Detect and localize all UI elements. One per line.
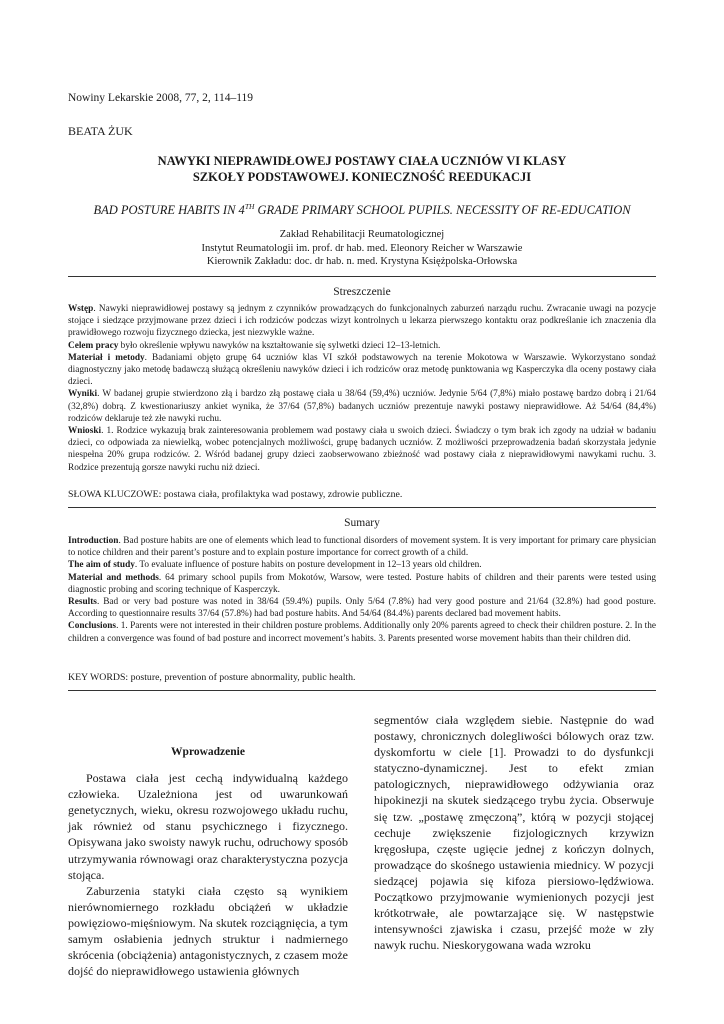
- summary-material: Material and methods. 64 primary school pupils from Mokotów, Warsow, were tested. Posture habits of children and their parents were tested using diagnostic probing and scoring technique of Kasperczyk.: [68, 572, 656, 595]
- divider-middle: [68, 507, 656, 508]
- divider-bottom: [68, 690, 656, 691]
- affiliation-line1: Zakład Rehabilitacji Reumatologicznej: [279, 229, 445, 240]
- author-name: BEATA ŻUK: [68, 124, 133, 138]
- title-english-superscript: TH: [244, 202, 255, 211]
- title-english: [60, 202, 664, 218]
- affiliation-line3: Kierownik Zakładu: doc. dr hab. n. med. Krystyna Księżpolska-Orłowska: [206, 256, 518, 267]
- body-paragraph-1: Postawa ciała jest cechą indywidualną każdego człowieka. Uzależniona jest od uwarunkowań genetycznych, wieku, okresu rozwojowego układu ruchu, jak również od stanu psychicznego i fizycznego. Opisywana jako swoisty nawyk ruchu, odruchowy sposób utrzymywania równowagi oraz charakterystyczna pozycja stojąca.: [68, 771, 348, 882]
- summary-aim: The aim of study. To evaluate influence of posture habits on posture development in 12–13 years old children.: [68, 560, 482, 571]
- body-paragraph-2: Zaburzenia statyki ciała często są wynikiem nierównomiernego rozkładu obciążeń w układzie powięziowo-mięśniowym. Na skutek rozciągnięcia, a tym samym osłabienia jednych struktur i nadmiernego skrócenia (obciążenia) antagonistycznych, z czasem może dojść do nieprawidłowego ustawienia głównych: [68, 883, 348, 979]
- title-polish-line2: SZKOŁY PODSTAWOWEJ. KONIECZNOŚĆ REEDUKACJI: [192, 170, 532, 184]
- summary-conclusions: Conclusions. 1. Parents were not interested in their children posture problems. Additionally only 20% parents agreed to check their children posture. 2. In the children a convergence was found of bad posture and incorrect movement’s habits. 3. Parents presented worse movement habits than their children did.: [68, 621, 656, 644]
- streszczenie-material: Materiał i metody. Badaniami objęto grupę 64 uczniów klas VI szkół podstawowych na terenie Mokotowa w Warszawie. Wykorzystano sondaż diagnostyczny jako metodę badawczą służącą określeniu nawyków dzieci i ich rodziców oraz metodę punktowania wg Kasperczyka dla oceny postawy ciała dzieci.: [68, 352, 656, 388]
- streszczenie-body: [68, 303, 656, 474]
- summary-results: Results. Bad or very bad posture was noted in 38/64 (59.4%) pupils. Only 5/64 (7.8%) had very good posture and 21/64 (32.8%) had good posture. According to questionnaire results 37/64 (57.8%) had bad posture habits. And 54/64 (84.4%) parents declared bad movement habits.: [68, 597, 656, 620]
- english-keywords: KEY WORDS: posture, prevention of posture abnormality, public health.: [68, 672, 356, 683]
- divider-top: [68, 276, 656, 277]
- streszczenie-heading: Streszczenie: [333, 286, 391, 298]
- body-left-column: [68, 744, 348, 979]
- streszczenie-wstep: Wstęp. Nawyki nieprawidłowej postawy są jednym z czynników prowadzących do funkcjonalnych zaburzeń narządu ruchu. Zwracanie uwagi na pozycje stojące i siedzące przyjmowane przez dzieci i ich rodziców podczas wizyt kontrolnych u lekarza pierwszego kontaktu oraz podkreślanie ich znaczenia dla prawidłowego rozwoju fizycznego dziecka, jest niezwykle ważne.: [68, 304, 656, 339]
- title-english-part2: GRADE PRIMARY SCHOOL PUPILS. NECESSITY OF RE-EDUCATION: [254, 203, 631, 218]
- section-heading-wprowadzenie: Wprowadzenie: [171, 746, 245, 758]
- streszczenie-wnioski: Wnioski. 1. Rodzice wykazują brak zainteresowania problemem wad postawy ciała u swoich dzieci. Świadczy o tym brak ich zgody na udział w badaniu dzieci, co odpowiada za niewielką, wobec potencjalnych możliwości, grupę badanych uczniów. Z możliwości przeprowadzenia badań skorzystała jedynie niespełna 20% grupa rodziców. 2. Wśród badanej grupy dzieci zaobserwowano zbieżność wad postawy ciała z nieprawidłowymi nawykami ruchu. 3. Rodzice prezentują gorsze nawyki ruchu niż dzieci.: [68, 426, 656, 473]
- summary-introduction: Introduction. Bad posture habits are one of elements which lead to functional disorders of movement system. It is very important for primary care physician to notice children and their parent’s posture and to explain posture importance for correct growth of a child.: [68, 536, 656, 559]
- polish-keywords: SŁOWA KLUCZOWE: postawa ciała, profilaktyka wad postawy, zdrowie publiczne.: [68, 489, 403, 500]
- affiliation-line2: Instytut Reumatologii im. prof. dr hab. med. Eleonory Reicher w Warszawie: [201, 242, 523, 254]
- title-polish: [60, 153, 664, 185]
- summary-body: [68, 535, 656, 645]
- title-polish-line1: NAWYKI NIEPRAWIDŁOWEJ POSTAWY CIAŁA UCZNIÓW VI KLASY: [157, 154, 567, 168]
- affiliation: [60, 228, 664, 269]
- streszczenie-cel: Celem pracy było określenie wpływu nawyków na kształtowanie się sylwetki dzieci 12–13-letnich.: [68, 340, 441, 351]
- summary-heading: Sumary: [344, 517, 380, 529]
- streszczenie-wyniki: Wyniki. W badanej grupie stwierdzono złą i bardzo złą postawę ciała u 38/64 (59,4%) uczniów. Jedynie 5/64 (7,8%) miało postawę bardzo dobrą i 21/64 (32,8%) dobrą. Z kwestionariuszy ankiet wynika, że 37/64 (57,8%) badanych uczniów prezentuje nawyki postawy nieprawidłowe. Aż 54/64 (84,4%) rodziców deklaruje też złe nawyki ruchu.: [68, 389, 656, 424]
- body-right-column: [374, 712, 654, 953]
- journal-citation: Nowiny Lekarskie 2008, 77, 2, 114–119: [68, 92, 254, 104]
- title-english-part1: BAD POSTURE HABITS IN 4: [93, 203, 245, 218]
- body-paragraph-3: segmentów ciała względem siebie. Następnie do wad postawy, chronicznych dolegliwości bólowych oraz tzw. dyskomfortu w ciele [1]. Prowadzi to do dysfunkcji statyczno-dynamicznej. Jest to efekt zmian patologicznych, nieprawidłowego odżywiania oraz hipokinezji na skutek siedzącego trybu życia. Obserwuje się tzw. „postawę zmęczoną”, którą w pozycji stojącej cechuje zwiększenie fizjologicznych krzywizn kręgosłupa, częste ugięcie jednej z kończyn dolnych, prowadzące do skośnego ustawienia miednicy. W pozycji siedzącej pojawia się kifoza piersiowo-lędźwiowa. Początkowo przyjmowanie wymienionych pozycji jest krótkotrwałe, ale powtarzające się. W następstwie intensywności zjawiska i czasu, przejść może w zły nawyk ruchu. Nieskorygowana wada wzroku: [374, 713, 654, 953]
